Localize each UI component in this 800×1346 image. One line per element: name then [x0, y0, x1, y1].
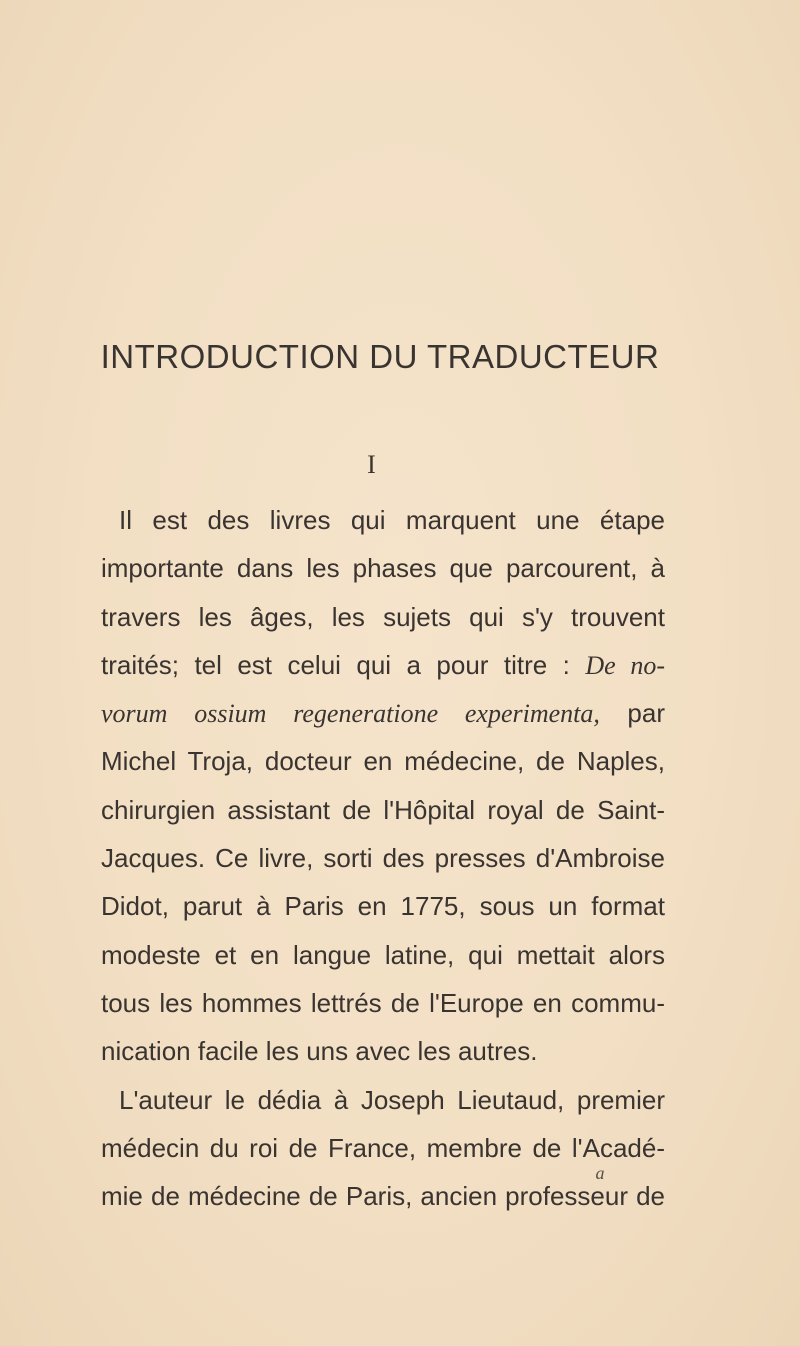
text-line: travers les âges, les sujets qui s'y trouvent	[101, 601, 665, 632]
text-line: mie de médecine de Paris, ancien professeur de	[101, 1181, 665, 1212]
text-line: Il est des livres qui marquent une étape	[119, 505, 665, 535]
book-title-italic: vorum ossium regeneratione experimenta,	[101, 699, 600, 729]
text-line: Michel Troja, docteur en médecine, de Naples,	[101, 746, 665, 777]
text-line: L'auteur le dédia à Joseph Lieutaud, premier	[119, 1084, 665, 1115]
text-line: chirurgien assistant de l'Hôpital royal de Saint-	[101, 794, 665, 825]
chapter-title: INTRODUCTION DU TRADUCTEUR	[100, 338, 660, 375]
text-line: Didot, parut à Paris en 1775, sous un format	[101, 891, 665, 922]
body-text	[101, 496, 665, 1220]
text-line: modeste et en langue latine, qui mettait alors	[101, 939, 665, 970]
text-line: importante dans les phases que parcourent, à	[101, 553, 665, 584]
text-line: médecin du roi de France, membre de l'Acadé-	[101, 1132, 665, 1163]
signature-mark: a	[595, 1163, 605, 1183]
book-title-italic: De no-	[585, 650, 665, 680]
text-line: Jacques. Ce livre, sorti des presses d'Ambroise	[101, 843, 665, 874]
text-line: traités; tel est celui qui a pour titre : De no-	[101, 649, 665, 680]
text-line: nication facile les uns avec les autres.	[101, 1036, 538, 1067]
section-numeral: I	[367, 450, 376, 479]
text-line: tous les hommes lettrés de l'Europe en commu-	[101, 987, 665, 1018]
text-line: vorum ossium regeneratione experimenta, par	[101, 698, 665, 729]
